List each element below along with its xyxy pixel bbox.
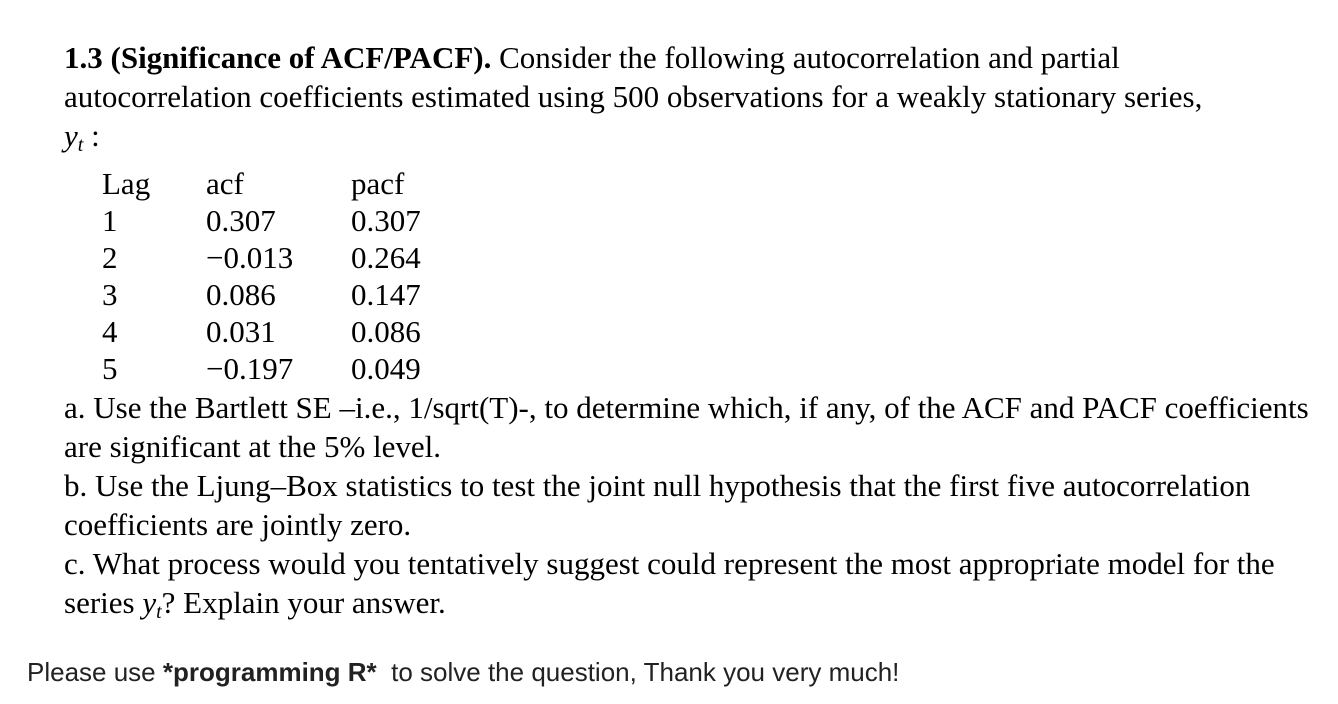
pacf-cell: 0.264	[351, 240, 421, 275]
table-row	[102, 350, 471, 387]
request-suffix: to solve the question, Thank you very much!	[376, 657, 900, 687]
part-c-text-end: ? Explain your answer.	[161, 585, 446, 620]
lag-cell: 2	[102, 240, 118, 275]
lag-cell: 4	[102, 314, 118, 349]
part-c-text: c. What process would you tentatively suggest could represent the most appropriate model for the series	[64, 546, 1275, 620]
header-pacf: pacf	[351, 166, 405, 201]
table-header-row	[102, 165, 471, 202]
acf-cell: −0.013	[206, 240, 294, 275]
request-prefix: Please use	[27, 657, 163, 687]
lag-cell: 5	[102, 351, 118, 386]
acf-cell: 0.031	[206, 314, 276, 349]
part-b: b. Use the Ljung–Box statistics to test the joint null hypothesis that the first five autocorrelation coefficients are jointly zero.	[64, 468, 1251, 542]
part-a: a. Use the Bartlett SE –i.e., 1/sqrt(T)-, to determine which, if any, of the ACF and PACF coefficients are significant at the 5% level.	[64, 390, 1309, 464]
series-subscript: t	[77, 134, 84, 156]
pacf-cell: 0.307	[351, 203, 421, 238]
table-row	[102, 239, 471, 276]
part-c-series-subscript: t	[156, 601, 162, 623]
lag-cell: 3	[102, 277, 118, 312]
series-symbol: y	[64, 118, 78, 153]
pacf-cell: 0.147	[351, 277, 421, 312]
lag-cell: 1	[102, 203, 118, 238]
problem-number: 1.3	[64, 40, 103, 75]
problem-title: (Significance of ACF/PACF).	[110, 40, 492, 75]
pacf-cell: 0.086	[351, 314, 421, 349]
part-c-series-symbol: y	[142, 585, 157, 620]
question-parts	[64, 388, 1314, 632]
table-row	[102, 202, 471, 239]
request-emphasis: *programming R*	[162, 657, 377, 687]
series-colon: :	[91, 118, 100, 153]
acf-cell: 0.307	[206, 203, 276, 238]
acf-cell: −0.197	[206, 351, 294, 386]
header-acf: acf	[206, 166, 244, 201]
header-lag: Lag	[102, 166, 151, 201]
part-c	[64, 544, 1314, 632]
problem-intro-text: Consider the following autocorrelation and partial autocorrelation coefficients estimated using 500 observations for a weakly stationary series,	[64, 40, 1203, 114]
problem-intro	[64, 38, 1314, 165]
acf-cell: 0.086	[206, 277, 276, 312]
table-row	[102, 313, 471, 350]
table-row	[102, 276, 471, 313]
pacf-cell: 0.049	[351, 351, 421, 386]
problem-statement	[64, 38, 1314, 632]
request-note	[27, 652, 899, 692]
acf-pacf-table	[102, 165, 471, 387]
